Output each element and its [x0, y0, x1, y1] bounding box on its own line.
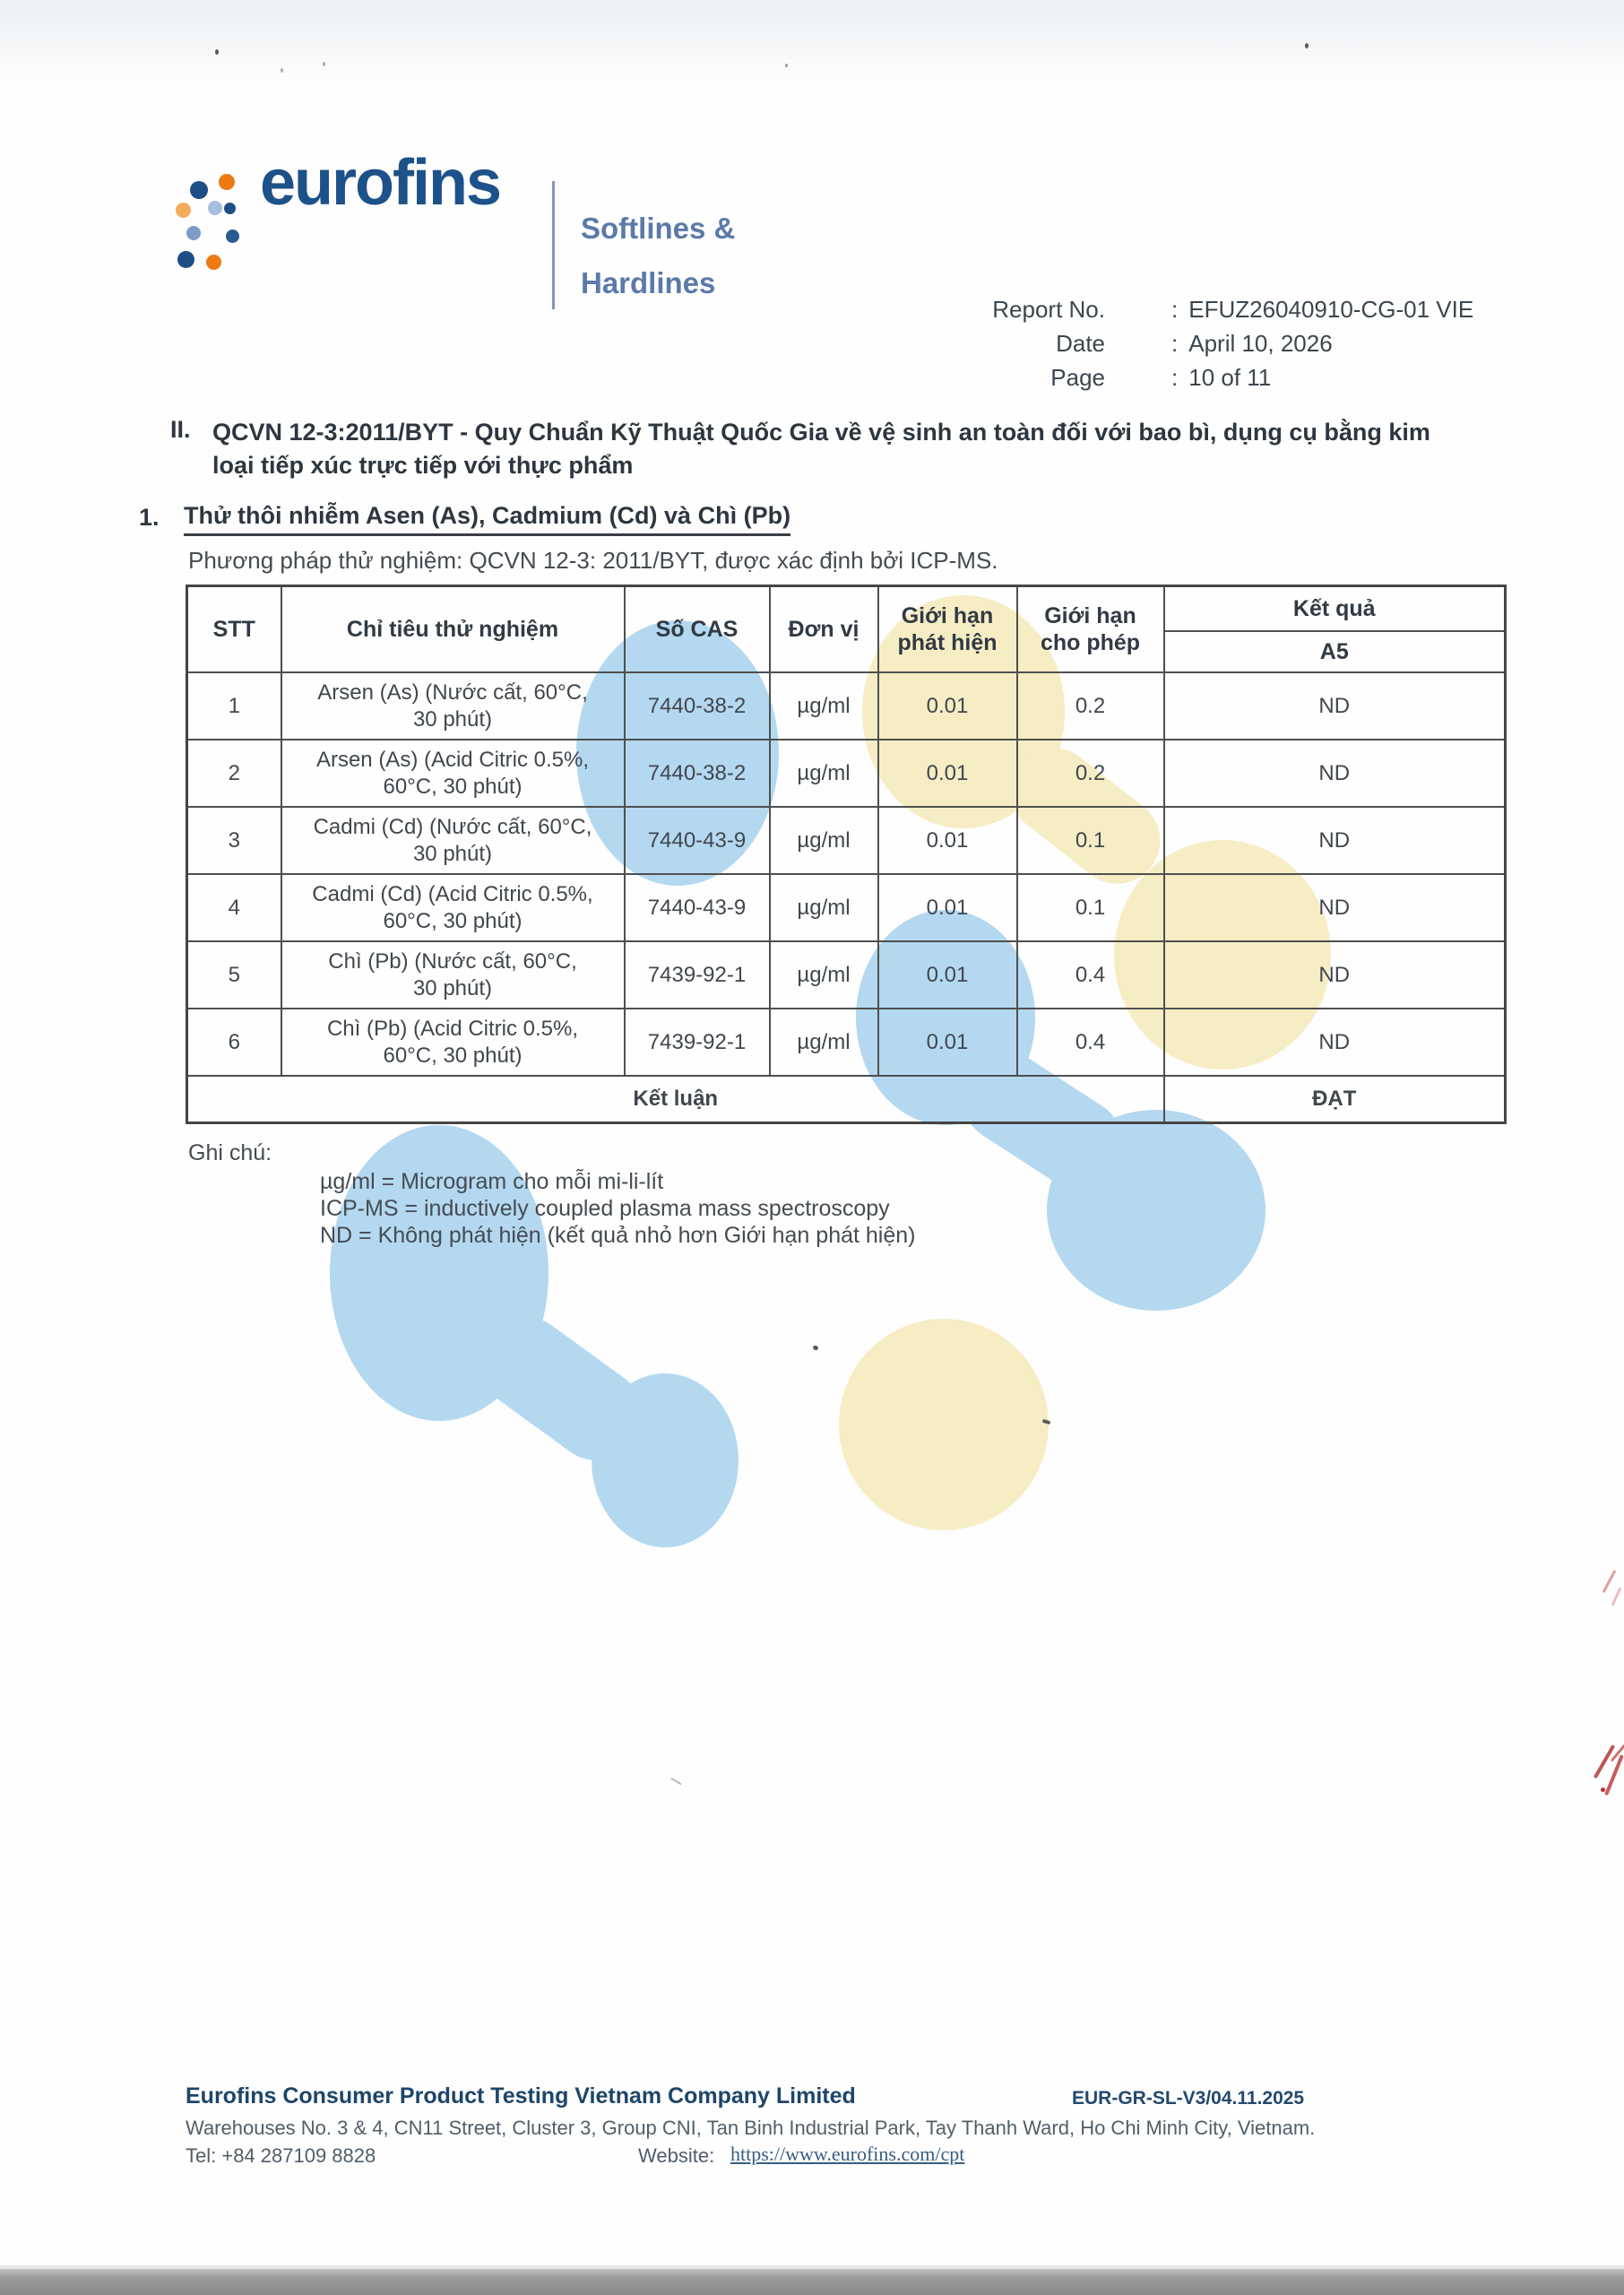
results-table [186, 585, 1507, 1124]
cell-result: ND [1164, 740, 1506, 807]
report-number-value: EFUZ26040910-CG-01 VIE [1188, 296, 1474, 323]
cell-result: ND [1164, 672, 1506, 740]
table-row [187, 1009, 1506, 1076]
pen-mark [1602, 1570, 1617, 1593]
pen-mark [1611, 1587, 1622, 1606]
section2-number: II. [170, 416, 191, 443]
table-row [187, 874, 1506, 941]
watermark-yellow-blob [839, 1319, 1049, 1530]
cell-result: ND [1164, 874, 1506, 941]
website-link[interactable]: https://www.eurofins.com/cpt [730, 2143, 965, 2165]
cell-result: ND [1164, 807, 1506, 874]
division-line2: Hardlines [581, 266, 716, 300]
cell-test-item: Cadmi (Cd) (Nước cất, 60°C, 30 phút) [281, 807, 625, 874]
cell-cas: 7439-92-1 [625, 1009, 770, 1076]
conclusion-label: Kết luận [187, 1076, 1164, 1123]
notes-list [320, 1168, 915, 1249]
notes-label: Ghi chú: [188, 1140, 272, 1165]
cell-lod: 0.01 [878, 672, 1017, 740]
cell-test-item: Cadmi (Cd) (Acid Citric 0.5%, 60°C, 30 phút) [281, 874, 625, 941]
report-date-row: Date : April 10, 2026 [935, 326, 1473, 360]
conclusion-row [187, 1076, 1506, 1123]
cell-lod: 0.01 [878, 874, 1017, 941]
eurofins-logo-icon [176, 172, 255, 292]
table-row [187, 941, 1506, 1009]
cell-stt: 5 [187, 941, 281, 1009]
test-method-line: Phương pháp thử nghiệm: QCVN 12-3: 2011/BYT, được xác định bởi ICP-MS. [188, 547, 998, 574]
scan-speck [215, 49, 219, 55]
header-test-item: Chỉ tiêu thử nghiệm [281, 586, 625, 673]
scan-bottom-band [0, 2269, 1624, 2295]
cell-stt: 1 [187, 672, 281, 740]
eurofins-wordmark: eurofins [260, 147, 501, 219]
scan-speck [323, 62, 325, 66]
footer-address: Warehouses No. 3 & 4, CN11 Street, Cluster 3, Group CNI, Tan Binh Industrial Park, Tay Thanh Ward, Ho Chi Minh City, Vietnam. [186, 2117, 1316, 2139]
report-page-row: Page : 10 of 11 [935, 360, 1473, 394]
header-allowed-limit: Giới hạn cho phép [1017, 586, 1164, 673]
cell-test-item: Chì (Pb) (Nước cất, 60°C, 30 phút) [281, 941, 625, 1009]
cell-test-item: Arsen (As) (Acid Citric 0.5%, 60°C, 30 phút) [281, 740, 625, 807]
section2-title: QCVN 12-3:2011/BYT - Quy Chuẩn Kỹ Thuật Quốc Gia về vệ sinh an toàn đối với bao bì, dụng cụ bằng kim loại tiếp xúc trực tiếp với thực phẩm [212, 419, 1430, 479]
scan-speck [785, 64, 788, 67]
header-result: Kết quả [1164, 586, 1506, 632]
report-number-label: Report No. [992, 296, 1105, 323]
cell-limit: 0.1 [1017, 807, 1164, 874]
footer-doc-code: EUR-GR-SL-V3/04.11.2025 [1072, 2088, 1305, 2109]
cell-stt: 3 [187, 807, 281, 874]
header-stt: STT [187, 586, 281, 673]
cell-limit: 0.1 [1017, 874, 1164, 941]
report-number-row: Report No. : EFUZ26040910-CG-01 VIE [935, 292, 1473, 326]
cell-limit: 0.4 [1017, 1009, 1164, 1076]
conclusion-value: ĐẠT [1164, 1076, 1506, 1123]
cell-cas: 7439-92-1 [625, 941, 770, 1009]
footer-website-label: Website: [638, 2144, 715, 2167]
cell-lod: 0.01 [878, 1009, 1017, 1076]
division-line1: Softlines & [581, 212, 736, 245]
header-detection-limit: Giới hạn phát hiện [878, 586, 1017, 673]
scan-speck [281, 68, 283, 73]
cell-lod: 0.01 [878, 740, 1017, 807]
cell-cas: 7440-43-9 [625, 807, 770, 874]
note-item: µg/ml = Microgram cho mỗi mi-li-lít [320, 1169, 664, 1194]
table-row [187, 740, 1506, 807]
report-date-label: Date [1056, 330, 1105, 357]
cell-cas: 7440-38-2 [625, 740, 770, 807]
note-item: ICP-MS = inductively coupled plasma mass spectroscopy [320, 1196, 890, 1221]
scan-scratch [670, 1778, 681, 1786]
cell-unit: µg/ml [770, 941, 878, 1009]
report-info-block [935, 292, 1473, 394]
cell-lod: 0.01 [878, 807, 1017, 874]
cell-cas: 7440-43-9 [625, 874, 770, 941]
cell-unit: µg/ml [770, 807, 878, 874]
pen-mark [1604, 1754, 1624, 1796]
cell-unit: µg/ml [770, 740, 878, 807]
watermark-blue-blob [1047, 1110, 1266, 1311]
cell-lod: 0.01 [878, 941, 1017, 1009]
cell-test-item: Arsen (As) (Nước cất, 60°C, 30 phút) [281, 672, 625, 740]
division-title [581, 201, 735, 310]
header-unit: Đơn vị [770, 586, 878, 673]
cell-test-item: Chì (Pb) (Acid Citric 0.5%, 60°C, 30 phút) [281, 1009, 625, 1076]
report-page-value: 10 of 11 [1188, 364, 1272, 391]
report-date-value: April 10, 2026 [1188, 330, 1333, 357]
note-item: ND = Không phát hiện (kết quả nhỏ hơn Giới hạn phát hiện) [320, 1223, 916, 1248]
footer-telephone: Tel: +84 287109 8828 [186, 2144, 376, 2167]
section1-title: Thử thôi nhiễm Asen (As), Cadmium (Cd) và Chì (Pb) [184, 502, 790, 536]
cell-cas: 7440-38-2 [625, 672, 770, 740]
scan-speck [812, 1345, 819, 1351]
cell-result: ND [1164, 941, 1506, 1009]
header-sample-id: A5 [1164, 631, 1506, 672]
cell-result: ND [1164, 1009, 1506, 1076]
footer-company-name: Eurofins Consumer Product Testing Vietnam Company Limited [186, 2083, 856, 2109]
cell-unit: µg/ml [770, 672, 878, 740]
cell-stt: 4 [187, 874, 281, 941]
watermark-blue-blob [592, 1373, 739, 1547]
cell-stt: 6 [187, 1009, 281, 1076]
pen-mark [1601, 1788, 1605, 1792]
section1-number: 1. [139, 504, 160, 531]
table-row [187, 807, 1506, 874]
scan-speck [1305, 43, 1309, 48]
cell-limit: 0.4 [1017, 941, 1164, 1009]
report-page-label: Page [1050, 364, 1105, 391]
header-cas: Số CAS [625, 586, 770, 673]
cell-stt: 2 [187, 740, 281, 807]
cell-unit: µg/ml [770, 1009, 878, 1076]
cell-limit: 0.2 [1017, 672, 1164, 740]
logo-divider-line [552, 181, 555, 309]
table-header-row [187, 586, 1506, 632]
cell-limit: 0.2 [1017, 740, 1164, 807]
table-row [187, 672, 1506, 740]
scan-top-shading [0, 0, 1624, 85]
cell-unit: µg/ml [770, 874, 878, 941]
